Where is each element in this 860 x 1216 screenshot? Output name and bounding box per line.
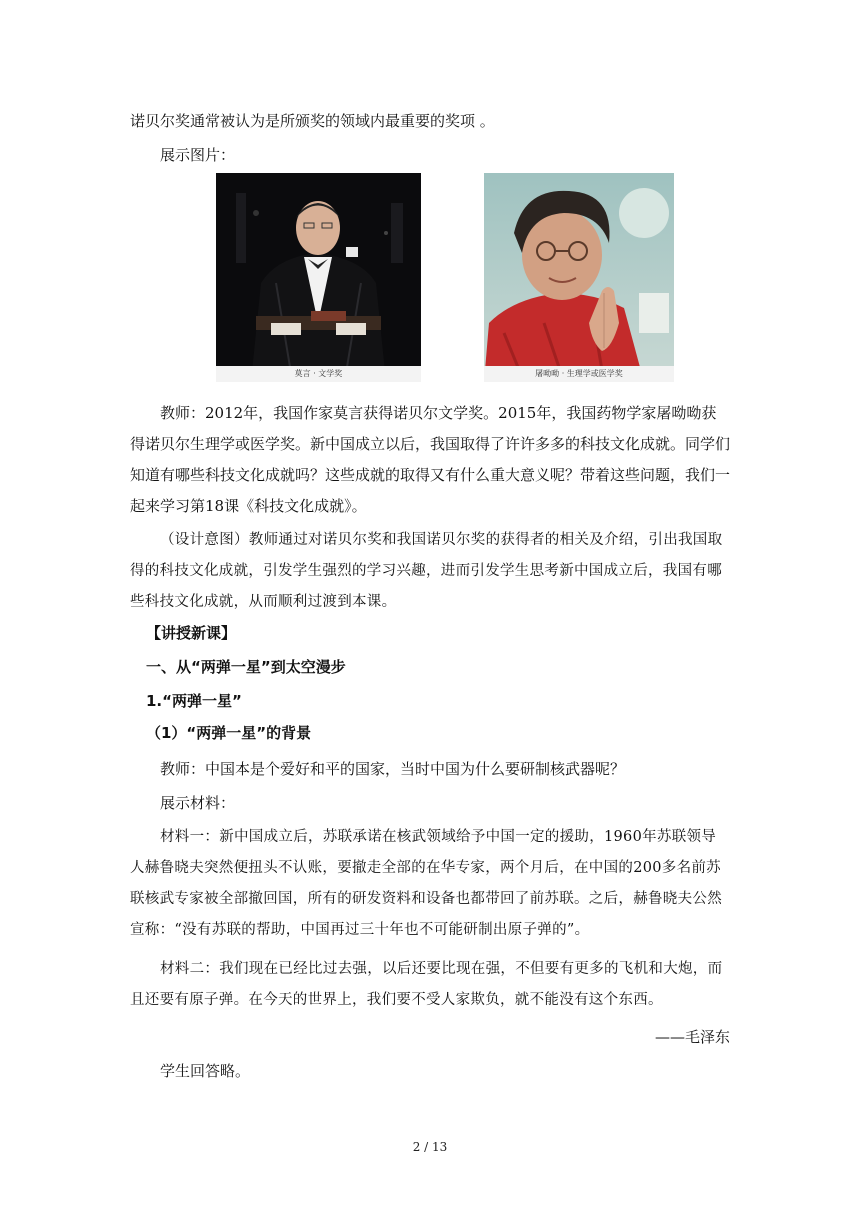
photo-tuyouyou-illustration [484,173,674,382]
page-number: 2 / 13 [412,1140,448,1154]
intro-paragraph: 诺贝尔奖通常被认为是所颁奖的领域内最重要的奖项 。 [130,112,495,130]
show-material-label: 展示材料： [160,794,236,812]
quote-attribution: ——毛泽东 [654,1028,730,1046]
section-heading-new-lesson: 【讲授新课】 [146,624,237,642]
student-answer-paragraph: 学生回答略。 [160,1062,251,1080]
material-two-paragraph: 材料二：我们现在已经比过去强，以后还要比现在强，不但要有更多的飞机和大炮，而且还要有原子弹。在今天的世界上，我们要不受人家欺负，就不能没有这个东西。 [130,961,723,1008]
photo-moyan-caption: 莫言 · 文学奖 [216,366,421,382]
heading-background: （1）“两弹一星”的背景 [146,724,312,742]
photo-moyan-illustration [216,173,421,382]
show-picture-label: 展示图片： [160,146,236,164]
photo-tuyouyou-caption: 屠呦呦 · 生理学或医学奖 [484,366,674,382]
material-one-paragraph: 材料一：新中国成立后，苏联承诺在核武领域给予中国一定的援助，1960年苏联领导人赫鲁晓夫突然便扭头不认账，要撤走全部的在华专家，两个月后，在中国的200多名前苏联核武专家被全部撤回国，所有的研发资料和设备也都带回了前苏联。之后，赫鲁晓夫公然宣称：“没有苏联的帮助，中国再过三十年也不可能研制出原子弹的”。 [130,829,722,938]
heading-two-bombs-one-star: 1.“两弹一星” [146,692,242,710]
teacher-intro-paragraph: 教师：2012年，我国作家莫言获得诺贝尔文学奖。2015年，我国药物学家屠呦呦获得诺贝尔生理学或医学奖。新中国成立以后，我国取得了许许多多的科技文化成就。同学们知道有哪些科技文化成就吗？这些成就的取得又有什么重大意义呢？带着这些问题，我们一起来学习第18课《科技文化成就》。 [130,404,731,515]
heading-two-bombs-space: 一、从“两弹一星”到太空漫步 [146,658,346,676]
design-intent-paragraph: （设计意图）教师通过对诺贝尔奖和我国诺贝尔奖的获得者的相关及介绍，引出我国取得的科技文化成就，引发学生强烈的学习兴趣，进而引发学生思考新中国成立后，我国有哪些科技文化成就，从而顺利过渡到本课。 [130,532,723,610]
photo-moyan [216,173,421,382]
teacher-question-paragraph: 教师：中国本是个爱好和平的国家，当时中国为什么要研制核武器呢？ [160,760,626,778]
photo-tuyouyou [484,173,674,382]
